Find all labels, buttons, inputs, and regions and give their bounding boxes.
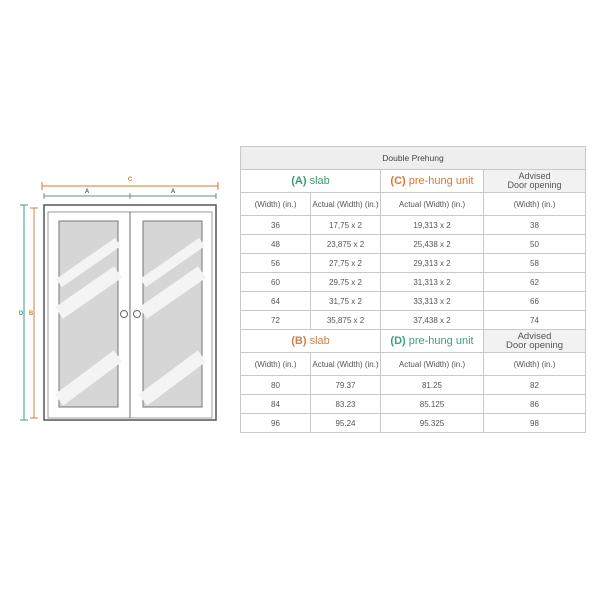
advised-opening-cell: 82 [484, 376, 586, 395]
actual-prehung-cell: 31,313 x 2 [381, 273, 484, 292]
dimension-c [42, 177, 218, 190]
width-cell: 48 [241, 235, 311, 254]
table-title: Double Prehung [241, 147, 586, 170]
door-size-table [240, 146, 586, 433]
advised-opening-cell: 86 [484, 395, 586, 414]
actual-prehung-cell: 33,313 x 2 [381, 292, 484, 311]
advised-line1: Advised [517, 331, 552, 342]
width-cell: 64 [241, 292, 311, 311]
table-row [241, 376, 586, 395]
table-row [241, 235, 586, 254]
actual-prehung-cell: 95.325 [381, 414, 484, 433]
prehung-c-letter: (C) [390, 174, 406, 187]
advised-opening-cell: 58 [484, 254, 586, 273]
group-a-column-headers [241, 193, 586, 216]
actual-slab-cell: 17,75 x 2 [311, 216, 381, 235]
col-actual-prehung-header: Actual (Width) (in.) [381, 193, 484, 216]
advised-opening-cell: 50 [484, 235, 586, 254]
actual-prehung-cell: 85.125 [381, 395, 484, 414]
col-width-header: (Width) (in.) [241, 353, 311, 376]
width-cell: 36 [241, 216, 311, 235]
actual-slab-cell: 29,75 x 2 [311, 273, 381, 292]
col-actual-prehung-header: Actual (Width) (in.) [381, 353, 484, 376]
advised-line2: Door opening [507, 180, 562, 190]
slab-a-header [241, 170, 381, 193]
actual-prehung-cell: 37,438 x 2 [381, 311, 484, 330]
group-b-column-headers [241, 353, 586, 376]
table-row [241, 414, 586, 433]
dimension-b-label: B [28, 311, 34, 317]
actual-prehung-cell: 81.25 [381, 376, 484, 395]
prehung-d-header [381, 330, 484, 353]
advised-opening-cell: 62 [484, 273, 586, 292]
actual-slab-cell: 83.23 [311, 395, 381, 414]
col-advised-header: (Width) (in.) [484, 193, 586, 216]
actual-slab-cell: 27,75 x 2 [311, 254, 381, 273]
actual-prehung-cell: 19,313 x 2 [381, 216, 484, 235]
right-door-knob [134, 311, 141, 318]
advised-line2: Door opening [505, 340, 564, 351]
advised-opening-cell: 66 [484, 292, 586, 311]
table-title-row [241, 147, 586, 170]
dimension-d [19, 205, 28, 420]
slab-a-letter: (A) [291, 174, 307, 187]
dimension-a-left-label: A [84, 189, 90, 195]
advised-opening-cell: 98 [484, 414, 586, 433]
col-actual-slab-header: Actual (Width) (in.) [311, 193, 381, 216]
dimension-b [29, 208, 38, 418]
slab-b-text: slab [309, 334, 330, 347]
col-actual-slab-header: Actual (Width) (in.) [311, 353, 381, 376]
table-row [241, 311, 586, 330]
advised-line1: Advised [518, 171, 551, 181]
advised-header-1 [484, 170, 586, 193]
slab-b-letter: (B) [291, 334, 307, 347]
width-cell: 56 [241, 254, 311, 273]
door-diagram [0, 0, 240, 440]
actual-slab-cell: 95.24 [311, 414, 381, 433]
slab-b-header [241, 330, 381, 353]
table-row [241, 254, 586, 273]
advised-header-2 [484, 330, 586, 353]
width-cell: 84 [241, 395, 311, 414]
group-a-header-row [241, 170, 586, 193]
table-row [241, 273, 586, 292]
slab-a-text: slab [309, 174, 330, 187]
group-b-header-row [241, 330, 586, 353]
prehung-c-text: pre-hung unit [408, 174, 474, 187]
width-cell: 72 [241, 311, 311, 330]
col-advised-header: (Width) (in.) [484, 353, 586, 376]
actual-prehung-cell: 25,438 x 2 [381, 235, 484, 254]
prehung-c-header [381, 170, 484, 193]
width-cell: 60 [241, 273, 311, 292]
dimension-c-label: C [127, 177, 133, 183]
actual-slab-cell: 35,875 x 2 [311, 311, 381, 330]
actual-slab-cell: 31,75 x 2 [311, 292, 381, 311]
width-cell: 96 [241, 414, 311, 433]
prehung-d-letter: (D) [390, 334, 406, 347]
advised-opening-cell: 74 [484, 311, 586, 330]
col-width-header: (Width) (in.) [241, 193, 311, 216]
actual-slab-cell: 79.37 [311, 376, 381, 395]
table-row [241, 292, 586, 311]
actual-slab-cell: 23,875 x 2 [311, 235, 381, 254]
left-door-knob [121, 311, 128, 318]
advised-opening-cell: 38 [484, 216, 586, 235]
dimension-a-right-label: A [170, 189, 176, 195]
dimension-d-label: D [18, 311, 24, 317]
actual-prehung-cell: 29,313 x 2 [381, 254, 484, 273]
width-cell: 80 [241, 376, 311, 395]
table-row [241, 395, 586, 414]
table-row [241, 216, 586, 235]
dimension-a [44, 189, 216, 199]
prehung-d-text: pre-hung unit [408, 334, 474, 347]
